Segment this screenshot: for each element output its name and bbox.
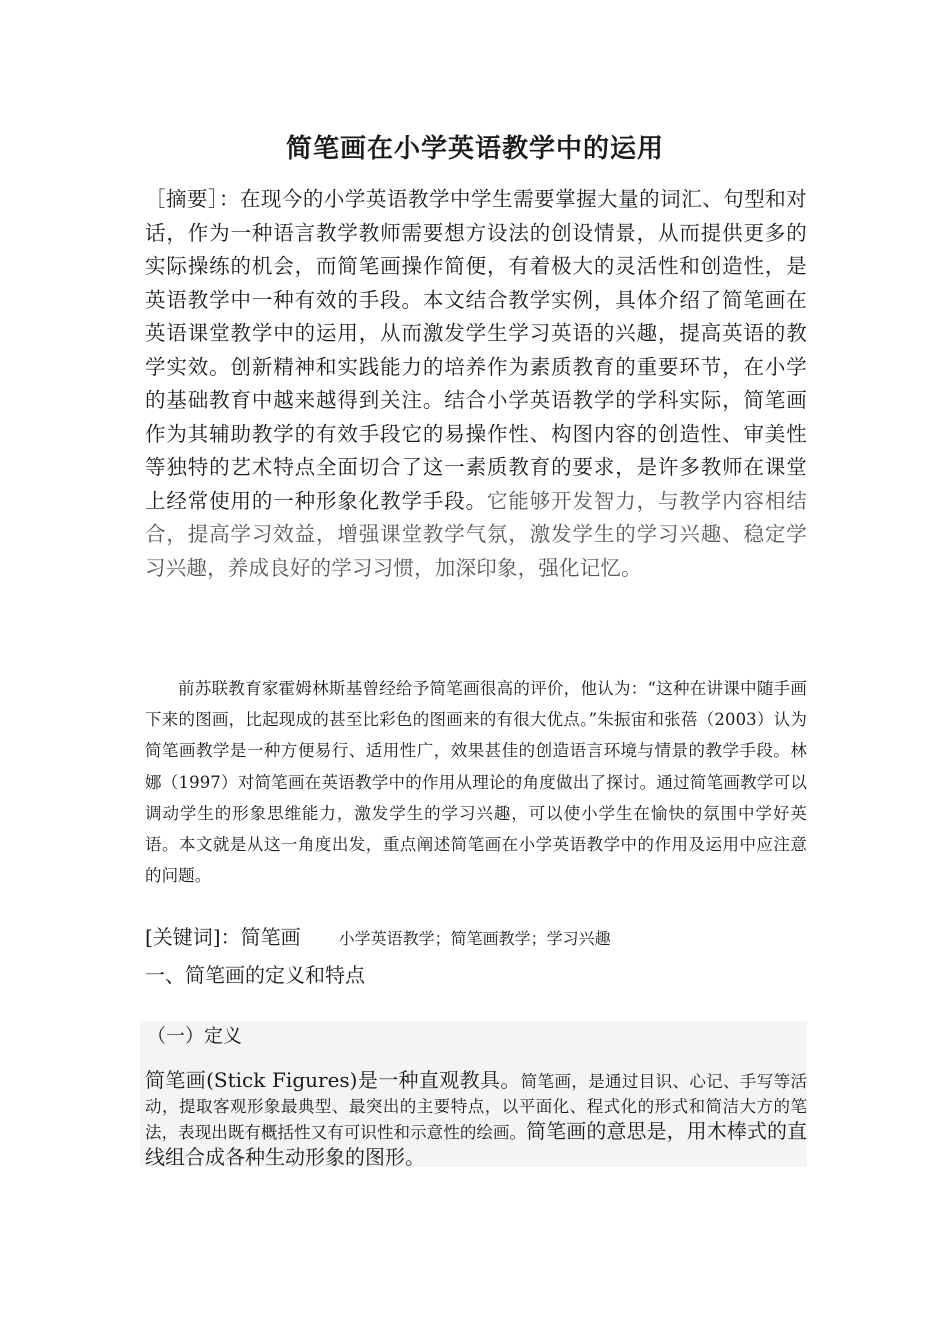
definition-lead: 简笔画(Stick Figures)是一种直观教具。	[145, 1068, 521, 1092]
section-heading-1: 一、简笔画的定义和特点	[145, 963, 365, 987]
abstract-text: ［摘要］：在现今的小学英语教学中学生需要掌握大量的词汇、句型和对话，作为一种语言教学教师需要想方设法的创设情景，从而提供更多的实际操练的机会，而简笔画操作简便，有着极大的灵活性和创造性，是英语教学中一种有效的手段。本文结合教学实例，具体介绍了简笔画在英语课堂教学中的运用，从而激发学生学习英语的兴趣，提高英语的教学实效。创新精神和实践能力的培养作为素质教育的重要环节，在小学的基础教育中越来越得到关注。结合小学英语教学的学科实际，简笔画作为其辅助教学的有效手段它的易操作性、构图内容的创造性、审美性等独特的艺术特点全面切合了这一素质教育的要求，是许多教师在课堂上经常使用的一种形象化教学手段。	[145, 187, 807, 513]
keywords-list: 小学英语教学；简笔画教学；学习兴趣	[338, 929, 611, 948]
subsection-heading-1: （一）定义	[147, 1025, 243, 1047]
definition-body: 简笔画，是通过目识、心记、手写等活动，提取客观形象最典型、最突出的主要特点，以平面化、程式化的形式和简洁大方的笔法，表现出既有概括性又有可识性和示意性的绘画。	[145, 1072, 808, 1142]
definition-paragraph	[145, 1068, 807, 1171]
abstract-text-continued: 它能够开发智力，与教学内容相结合，提高学习效益，增强课堂教学气氛，激发学生的学习兴趣、稳定学习兴趣，养成良好的学习习惯，加深印象，强化记忆。	[145, 488, 808, 580]
keywords-line	[145, 920, 807, 956]
keywords-label: [关键词]：简笔画	[145, 925, 301, 949]
definition-tail: 简笔画的意思是，用木棒式的直线组合成各种生动形象的图形。	[145, 1119, 808, 1169]
abstract-paragraph	[145, 183, 807, 585]
document-title: 简笔画在小学英语教学中的运用	[285, 134, 664, 164]
literature-paragraph: 前苏联教育家霍姆林斯基曾经给予简笔画很高的评价，他认为：“这种在讲课中随手画下来的图画，比起现成的甚至比彩色的图画来的有很大优点。”朱振宙和张蓓（2003）认为简笔画教学是一种方便易行、适用性广，效果甚佳的创造语言环境与情景的教学手段。林娜（1997）对简笔画在英语教学中的作用从理论的角度做出了探讨。通过简笔画教学可以调动学生的形象思维能力，激发学生的学习兴趣，可以使小学生在愉快的氛围中学好英语。本文就是从这一角度出发，重点阐述简笔画在小学英语教学中的作用及运用中应注意的问题。	[145, 679, 807, 886]
